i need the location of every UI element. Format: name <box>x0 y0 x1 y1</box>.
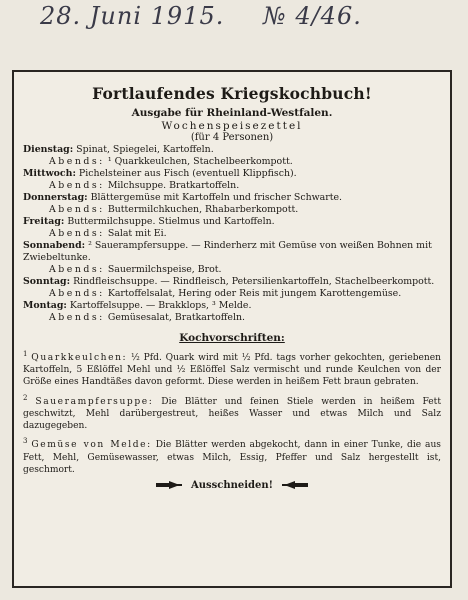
persons-note: (für 4 Personen) <box>190 132 274 143</box>
recipe-paragraph: $^3$ Gemüse von Melde: Die Blätter werden abgekocht, dann in einer Tunke, die aus Fett, Mehl, Gemüsewasser, etwas Milch, Essig, Pfeffer und Salz hergestellt ist, geschmort. <box>23 437 441 475</box>
recipe-paragraph: $^2$ Sauerampfersuppe: Die Blätter und feinen Stiele werden in heißem Fett geschwitzt, Mehl darübergestreut, heißes Wasser und etwas Milch und Salz dazugegeben. <box>23 393 441 432</box>
menu-day-line: Mittwoch: Pichelsteiner aus Fisch (eventuell Klippfisch). <box>23 168 297 179</box>
cut-out-footer <box>23 480 441 491</box>
recipes-heading: Kochvorschriften: <box>179 332 285 344</box>
menu-evening-line: Abends: Sauermilchspeise, Brot. <box>49 264 222 275</box>
menu-day-line: Freitag: Buttermilchsuppe. Stielmus und Kartoffeln. <box>23 216 275 227</box>
article-title: Fortlaufendes Kriegskochbuch! <box>92 84 372 103</box>
menu-day-line: Montag: Kartoffelsuppe. — Brakklops, ³ Melde. <box>23 300 252 311</box>
menu-day-line: Donnerstag: Blättergemüse mit Kartoffeln und frischer Schwarte. <box>23 192 343 203</box>
pointing-hand-left-icon <box>281 480 309 490</box>
menu-evening-line: Abends: Buttermilchkuchen, Rhabarberkompott. <box>49 204 299 215</box>
handwritten-date: 28. Juni 1915. <box>40 2 225 30</box>
handwritten-annotation <box>40 2 440 42</box>
menu-day-line: Sonntag: Rindfleischsuppe. — Rindfleisch, Petersilienkartoffeln, Stachelbeerkompott. <box>23 276 435 287</box>
cut-out-label: Ausschneiden! <box>190 479 274 491</box>
menu-evening-line: Abends: Kartoffelsalat, Hering oder Reis mit jungem Karottengemüse. <box>49 288 402 299</box>
menu-evening-line: Abends: Gemüsesalat, Bratkartoffeln. <box>49 312 245 323</box>
menu-evening-line: Abends: ¹ Quarkkeulchen, Stachelbeerkompott. <box>49 156 293 167</box>
menu-day-line: Sonnabend: ² Sauerampfersuppe. — Rinderherz mit Gemüse von weißen Bohnen mit Zwiebeltunke. <box>23 240 432 263</box>
menu-evening-line: Abends: Salat mit Ei. <box>49 228 167 239</box>
menu-evening-line: Abends: Milchsuppe. Bratkartoffeln. <box>49 180 240 191</box>
menu-heading: Wochenspeisezettel <box>161 120 303 132</box>
pointing-hand-right-icon <box>155 480 183 490</box>
menu-day-line: Dienstag: Spinat, Spiegelei, Kartoffeln. <box>23 144 214 155</box>
handwritten-number: № 4/46. <box>262 2 362 30</box>
article-subtitle: Ausgabe für Rheinland-Westfalen. <box>131 107 333 119</box>
weekly-menu <box>23 144 441 324</box>
newspaper-clipping <box>12 70 452 588</box>
recipe-paragraph: $^1$ Quarkkeulchen: ½ Pfd. Quark wird mit ½ Pfd. tags vorher gekochten, geriebenen Kartoffeln, 5 Eßlöffel Mehl und ½ Eßlöffel Salz vermischt und runde Keulchen von der Größe eines Handtäßes davon geformt. Diese werden in heißem Fett braun gebraten. <box>23 350 441 388</box>
